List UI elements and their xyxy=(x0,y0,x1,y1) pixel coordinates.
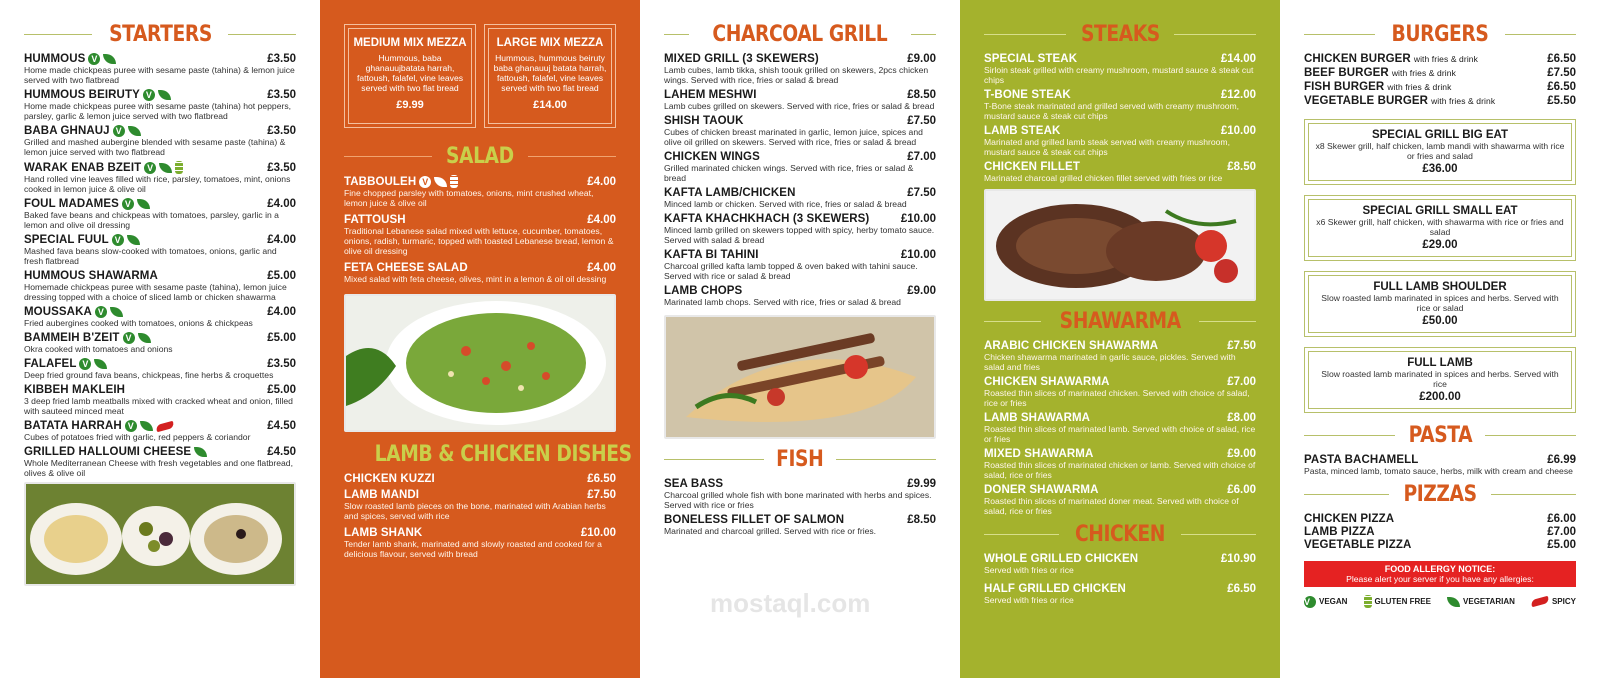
menu-item: LAMB SHANK £10.00 Tender lamb shank, marinated amd slowly roasted and cooked for a delicious flavour, served with bread xyxy=(344,527,616,559)
vegan-icon: V xyxy=(113,125,125,137)
menu-item: SEA BASS £9.99 Charcoal grilled whole fish with bone marinated with herbs and spices. Served with rice or fries xyxy=(664,478,936,510)
vegetarian-icon xyxy=(158,90,171,100)
section-title-salad: SALAD xyxy=(344,144,616,169)
menu-item: LAMB MANDI £7.50 Slow roasted lamb pieces on the bone, marinated with Arabian herbs and spices, served with rice xyxy=(344,489,616,521)
menu-item: DONER SHAWARMA £6.00 Roasted thin slices of marinated doner meat. Served with choice of salad, rice or fries xyxy=(984,484,1256,516)
vegan-icon: V xyxy=(144,162,156,174)
special-box: SPECIAL GRILL BIG EAT x8 Skewer grill, half chicken, lamb mandi with shawarma with rice or fries and salad £36.00 xyxy=(1304,119,1576,185)
vegetarian-icon xyxy=(137,199,150,209)
section-title-charcoal: CHARCOAL GRILL xyxy=(664,22,936,47)
menu-item: KIBBEH MAKLEIH £5.00 3 deep fried lamb meatballs mixed with cracked wheat and onion, filled with sauteed minced meat xyxy=(24,384,296,416)
menu-item: MIXED GRILL (3 SKEWERS) £9.00 Lamb cubes, lamb tikka, shish toouk grilled on skewers, 2pcs chicken wings. Served with rice, fries or salad & bread xyxy=(664,53,936,85)
menu-item: BABA GHNAUJ V £3.50 Grilled and mashed aubergine blended with sesame paste (tahina) & lemon juice served with two flatbread xyxy=(24,125,296,157)
menu-item: WARAK ENAB BZEIT V £3.50 Hand rolled vine leaves filled with rice, parsley, tomatoes, mint, onions cooked in lemon juice & olive oil xyxy=(24,161,296,194)
panel-charcoal-grill xyxy=(640,0,960,678)
menu-item: BATATA HARRAH V £4.50 Cubes of potatoes fried with garlic, red peppers & coriandor xyxy=(24,420,296,442)
section-title-shawarma: SHAWARMA xyxy=(984,309,1256,334)
menu-item: FALAFEL V £3.50 Deep fried ground fava beans, chickpeas, fine herbs & croquettes xyxy=(24,358,296,380)
menu-item: KAFTA LAMB/CHICKEN £7.50 Minced lamb or chicken. Served with rice, fries or salad & bread xyxy=(664,187,936,209)
vegetarian-icon xyxy=(159,163,172,173)
section-title-starters: STARTERS xyxy=(24,22,296,47)
menu-item: MIXED SHAWARMA £9.00 Roasted thin slices of marinated chicken or lamb. Served with choice of salad, rice or fries xyxy=(984,448,1256,480)
menu-item: CHICKEN FILLET £8.50 Marinated charcoal grilled chicken fillet served with fries or rice xyxy=(984,161,1256,183)
vegan-icon: V xyxy=(112,234,124,246)
vegan-icon: V xyxy=(88,53,100,65)
panel-mezza-salad xyxy=(320,0,640,678)
section-title-pasta: PASTA xyxy=(1304,423,1576,448)
legend: V VEGAN GLUTEN FREE VEGETARIAN SPICY xyxy=(1304,596,1576,607)
vegetarian-icon xyxy=(103,54,116,64)
vegetarian-icon xyxy=(110,307,123,317)
section-title-pizzas: PIZZAS xyxy=(1304,482,1576,507)
special-box: SPECIAL GRILL SMALL EAT x6 Skewer grill, half chicken, with shawarma with rice or fries and salad £29.00 xyxy=(1304,195,1576,261)
gluten-free-icon xyxy=(1364,595,1372,608)
menu-item: FOUL MADAMES V £4.00 Baked fave beans and chickpeas with tomatoes, parsley, garlic in a lemon and olive oil dressing xyxy=(24,198,296,230)
vegan-icon: V xyxy=(79,358,91,370)
vegetarian-icon xyxy=(434,177,447,187)
menu-item: KAFTA BI TAHINI £10.00 Charcoal grilled kafta lamb topped & oven baked with tahini sauce. Served with rice or salad & bread xyxy=(664,249,936,281)
menu-item: FATTOUSH £4.00 Traditional Lebanese salad mixed with lettuce, cucumber, tomatoes, onions, radish, turmaric, topped with toasted Lebanese bread, lemon & olive oil dressing xyxy=(344,214,616,256)
menu-item: LAMB PIZZA £7.00 xyxy=(1304,526,1576,538)
mezza-boxes xyxy=(344,24,616,128)
menu-item: LAMB STEAK £10.00 Marinated and grilled lamb steak served with creamy mushroom, mustard sauce & steak cut chips xyxy=(984,125,1256,157)
vegan-icon: V xyxy=(419,176,431,188)
section-title-burgers: BURGERS xyxy=(1304,22,1576,47)
menu-item: CHICKEN BURGER with fries & drink £6.50 xyxy=(1304,53,1576,65)
tabbouleh-photo xyxy=(344,294,616,432)
menu-item: VEGETABLE BURGER with fries & drink £5.50 xyxy=(1304,95,1576,107)
panel-burgers xyxy=(1280,0,1600,678)
menu-item: ARABIC CHICKEN SHAWARMA £7.50 Chicken shawarma marinated in garlic sauce, pickles. Served with salad and fries xyxy=(984,340,1256,372)
vegetarian-icon xyxy=(127,235,140,245)
menu-item: CHICKEN KUZZI £6.50 xyxy=(344,473,616,485)
menu-item: T-BONE STEAK £12.00 T-Bone steak marinated and grilled served with creamy mushroom, mustard sauce & steak cut chips xyxy=(984,89,1256,121)
spicy-icon xyxy=(1530,596,1549,607)
menu-item: PASTA BACHAMELL £6.99 Pasta, minced lamb, tomato sauce, herbs, milk with cream and cheese xyxy=(1304,454,1576,476)
menu-item: WHOLE GRILLED CHICKEN £10.90 Served with fries or rice xyxy=(984,553,1256,575)
menu-item: HALF GRILLED CHICKEN £6.50 Served with fries or rice xyxy=(984,583,1256,605)
menu-item: SHISH TAOUK £7.50 Cubes of chicken breast marinated in garlic, lemon juice, spices and olive oil grilled on skewers. Served with rice, fries or salad & bread xyxy=(664,115,936,147)
vegan-icon: V xyxy=(122,198,134,210)
menu-item: FETA CHEESE SALAD £4.00 Mixed salad with feta cheese, olives, mint in a lemon & oil oil dessing xyxy=(344,262,616,284)
special-box: FULL LAMB Slow roasted lamb marinated in spices and herbs. Served with rice £200.00 xyxy=(1304,347,1576,413)
menu-item: CHICKEN WINGS £7.00 Grilled marinated chicken wings. Served with rice, fries or salad & bread xyxy=(664,151,936,183)
vegetarian-icon xyxy=(138,333,151,343)
vegan-icon: V xyxy=(143,89,155,101)
menu-item: GRILLED HALLOUMI CHEESE £4.50 Whole Mediterranean Cheese with fresh vegetables and one flatbread, olives & olive oil xyxy=(24,446,296,478)
watermark: mostaql.com xyxy=(710,588,871,618)
section-title-chicken: CHICKEN xyxy=(984,522,1256,547)
menu-item: BONELESS FILLET OF SALMON £8.50 Marinated and charcoal grilled. Served with rice or fries. xyxy=(664,514,936,536)
vegetarian-icon xyxy=(194,447,207,457)
menu-item: BAMMEIH B'ZEIT V £5.00 Okra cooked with tomatoes and onions xyxy=(24,332,296,354)
section-title-steaks: STEAKS xyxy=(984,22,1256,47)
menu-item: LAMB CHOPS £9.00 Marinated lamb chops. Served with rice, fries or salad & bread xyxy=(664,285,936,307)
menu-item: SPECIAL FUUL V £4.00 Mashed fava beans slow-cooked with tomatoes, onions, garlic and fresh flatbread xyxy=(24,234,296,266)
vegetarian-icon xyxy=(94,359,107,369)
panel-steaks xyxy=(960,0,1280,678)
section-title-lamb-chicken: LAMB & CHICKEN DISHES xyxy=(374,442,632,467)
steak-photo xyxy=(984,189,1256,301)
gluten-free-icon xyxy=(175,161,183,174)
gluten-free-icon xyxy=(450,175,458,188)
special-box: FULL LAMB SHOULDER Slow roasted lamb marinated in spices and herbs. Served with rice or salad £50.00 xyxy=(1304,271,1576,337)
section-title-fish: FISH xyxy=(664,447,936,472)
menu-item: MOUSSAKA V £4.00 Fried aubergines cooked with tomatoes, onions & chickpeas xyxy=(24,306,296,328)
menu-item: LAHEM MESHWI £8.50 Lamb cubes grilled on skewers. Served with rice, fries or salad & bread xyxy=(664,89,936,111)
panel-starters xyxy=(0,0,320,678)
menu-item: HUMMOUS V £3.50 Home made chickpeas puree with sesame paste (tahina) & lemon juice served with two flatbread xyxy=(24,53,296,85)
menu-item: HUMMOUS BEIRUTY V £3.50 Home made chickpeas puree with sesame paste (tahina) hot peppers, parsley, garlic & lemon juice served with two flatbread xyxy=(24,89,296,121)
menu-item: CHICKEN SHAWARMA £7.00 Roasted thin slices of marinated chicken. Served with choice of salad, rice or fries xyxy=(984,376,1256,408)
mezza-box: LARGE MIX MEZZA Hummous, hummous beiruty baba ghanauuj batata harrah, fattoush, falafel, vine leaves served with two flat bread £14.00 xyxy=(484,24,616,128)
menu-item: BEEF BURGER with fries & drink £7.50 xyxy=(1304,67,1576,79)
mezza-photo xyxy=(24,482,296,586)
menu-item: CHICKEN PIZZA £6.00 xyxy=(1304,513,1576,525)
menu-item: SPECIAL STEAK £14.00 Sirloin steak grilled with creamy mushroom, mustard sauce & steak cut chips xyxy=(984,53,1256,85)
menu-item: KAFTA KHACHKHACH (3 SKEWERS) £10.00 Minced lamb grilled on skewers topped with spicy, herby tomato sauce. Served with salad & bread xyxy=(664,213,936,245)
grill-photo xyxy=(664,315,936,439)
vegetarian-icon xyxy=(140,421,153,431)
vegetarian-icon xyxy=(1447,597,1460,607)
vegan-icon: V xyxy=(1304,596,1316,608)
allergy-notice: FOOD ALLERGY NOTICE: Please alert your server if you have any allergies: xyxy=(1304,561,1576,587)
mezza-box: MEDIUM MIX MEZZA Hummous, baba ghanauujbatata harrah, fattoush, falafel, vine leaves served with two flat bread £9.99 xyxy=(344,24,476,128)
vegan-icon: V xyxy=(125,420,137,432)
menu-item: HUMMOUS SHAWARMA £5.00 Homemade chickpeas puree with sesame paste (tahina), lemon juice dressing topped with a choice of sliced lamb or chicken shawarma xyxy=(24,270,296,302)
menu-item: LAMB SHAWARMA £8.00 Roasted thin slices of marinated lamb. Served with choice of salad, rice or fries xyxy=(984,412,1256,444)
menu-item: VEGETABLE PIZZA £5.00 xyxy=(1304,539,1576,551)
vegan-icon: V xyxy=(123,332,135,344)
vegetarian-icon xyxy=(128,126,141,136)
vegan-icon: V xyxy=(95,306,107,318)
menu-item: TABBOULEH V £4.00 Fine chopped parsley with tomatoes, onions, mint crushed wheat, lemon juice & olive oil xyxy=(344,175,616,208)
spicy-icon xyxy=(155,420,174,431)
menu-item: FISH BURGER with fries & drink £6.50 xyxy=(1304,81,1576,93)
